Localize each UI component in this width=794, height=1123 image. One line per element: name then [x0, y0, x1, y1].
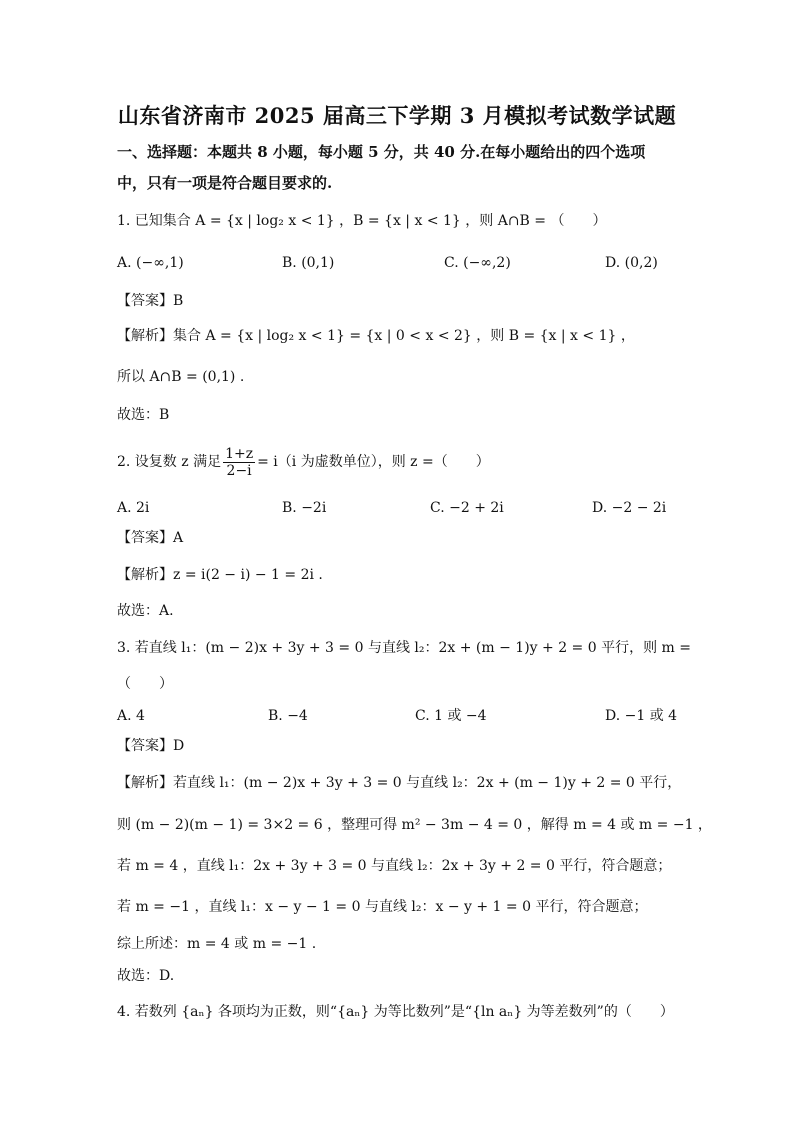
q2-option-b: B. −2i — [282, 500, 327, 516]
q3-option-b: B. −4 — [268, 708, 308, 724]
q3-option-c: C. 1 或 −4 — [415, 708, 487, 724]
q3-option-d: D. −1 或 4 — [605, 708, 678, 724]
q1-option-d: D. (0,2) — [605, 255, 658, 271]
q3-analysis-line4: 若 m = −1 ，直线 l₁：x − y − 1 = 0 与直线 l₂：x − y + 1 = 0 平行，符合题意； — [117, 899, 648, 915]
q1-analysis-line2: 所以 A∩B = (0,1) . — [117, 369, 245, 385]
q2-choice: 故选：A. — [117, 603, 174, 619]
q3-analysis-line2: 则 (m − 2)(m − 1) = 3×2 = 6 ，整理可得 m² − 3m − 4 = 0 ，解得 m = 4 或 m = −1 ， — [117, 817, 712, 833]
q2-option-d: D. −2 − 2i — [592, 500, 667, 516]
section-heading-line2: 中，只有一项是符合题目要求的. — [117, 174, 333, 192]
q3-choice: 故选：D. — [117, 968, 175, 984]
q2-option-c: C. −2 + 2i — [430, 500, 504, 516]
q3-analysis-line1: 【解析】若直线 l₁：(m − 2)x + 3y + 3 = 0 与直线 l₂：2x + (m − 1)y + 2 = 0 平行， — [117, 775, 682, 791]
q3-option-a: A. 4 — [117, 708, 145, 724]
q1-option-a: A. (−∞,1) — [117, 255, 184, 271]
q1-option-c: C. (−∞,2) — [444, 255, 511, 271]
q2-answer: 【答案】A — [117, 530, 184, 546]
q4-stem: 4. 若数列 {aₙ} 各项均为正数，则“{aₙ} 为等比数列”是“{ln aₙ} 为等差数列”的（ ） — [117, 1004, 674, 1020]
q3-stem-line2: （ ） — [117, 676, 173, 692]
q2-analysis-line1: 【解析】z = i(2 − i) − 1 = 2i . — [117, 567, 323, 583]
q3-answer: 【答案】D — [117, 738, 185, 754]
q1-analysis-line1: 【解析】集合 A = {x | log₂ x < 1} = {x | 0 < x < 2} ，则 B = {x | x < 1} ， — [117, 328, 635, 344]
q1-stem: 1. 已知集合 A = {x | log₂ x < 1} ，B = {x | x < 1} ，则 A∩B = （ ） — [117, 213, 607, 229]
q3-analysis-line3: 若 m = 4 ，直线 l₁：2x + 3y + 3 = 0 与直线 l₂：2x + 3y + 2 = 0 平行，符合题意； — [117, 858, 672, 874]
q1-answer: 【答案】B — [117, 293, 184, 309]
q2-fraction — [223, 446, 255, 479]
q3-analysis-line5: 综上所述：m = 4 或 m = −1 . — [117, 936, 317, 952]
q1-option-b: B. (0,1) — [282, 255, 335, 271]
section-heading-line1: 一、选择题：本题共 8 小题，每小题 5 分，共 40 分.在每小题给出的四个选项 — [117, 143, 646, 161]
q2-option-a: A. 2i — [117, 500, 150, 516]
q2-fraction-numerator: 1+z — [225, 445, 254, 462]
q2-stem — [117, 445, 490, 479]
page-title: 山东省济南市 2025 届高三下学期 3 月模拟考试数学试题 — [117, 103, 677, 128]
q2-stem-post: = i（i 为虚数单位），则 z =（ ） — [257, 454, 490, 470]
q3-stem-line1: 3. 若直线 l₁：(m − 2)x + 3y + 3 = 0 与直线 l₂：2x + (m − 1)y + 2 = 0 平行，则 m = — [117, 640, 692, 656]
q2-fraction-denominator: 2−i — [226, 462, 252, 479]
q2-stem-pre: 2. 设复数 z 满足 — [117, 454, 222, 470]
q1-choice: 故选：B — [117, 407, 170, 423]
